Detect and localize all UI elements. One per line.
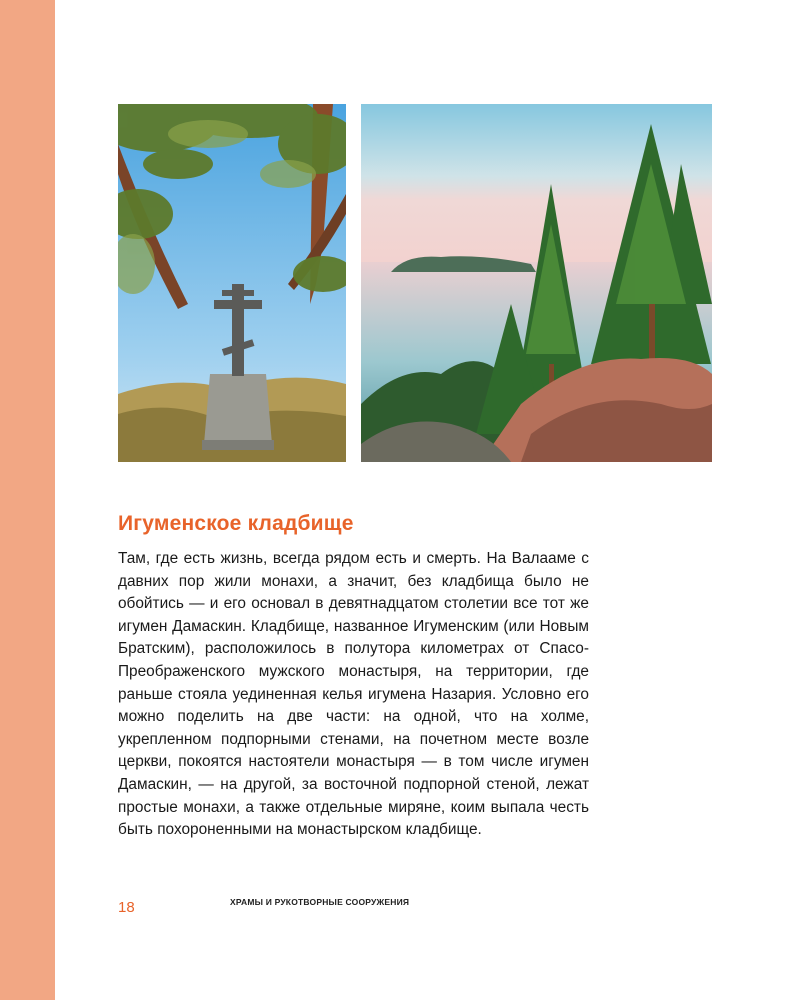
photo-lake-with-pines: [361, 104, 712, 462]
section-title: Игуменское кладбище: [118, 512, 354, 535]
page-number: 18: [118, 899, 135, 916]
body-paragraph: Там, где есть жизнь, всегда рядом есть и смерть. На Валааме с давних пор жили монахи, а значит, без кладбища было не обойтись — и его основал в девятнадцатом столетии все тот же игумен Дамаскин. Кладбище, названное Игуменским (или Новым Братским), расположилось в полутора километрах от Спасо-Преображенского мужского монастыря, на территории, где раньше стояла уединенная келья игумена Назария. Условно его можно поделить на две части: на одной, что на холме, укрепленном подпорными стенами, на почетном месте возле церкви, покоятся настоятели монастыря — в том числе игумен Дамаскин, — на другой, за восточной подпорной стеной, лежат простые монахи, а также отдельные миряне, коим выпала честь быть похороненными на монастырском кладбище.: [118, 550, 589, 839]
running-head: ХРАМЫ И РУКОТВОРНЫЕ СООРУЖЕНИЯ: [230, 897, 410, 907]
photo-cross-under-pines: [118, 104, 346, 462]
side-color-band: [0, 0, 55, 1000]
